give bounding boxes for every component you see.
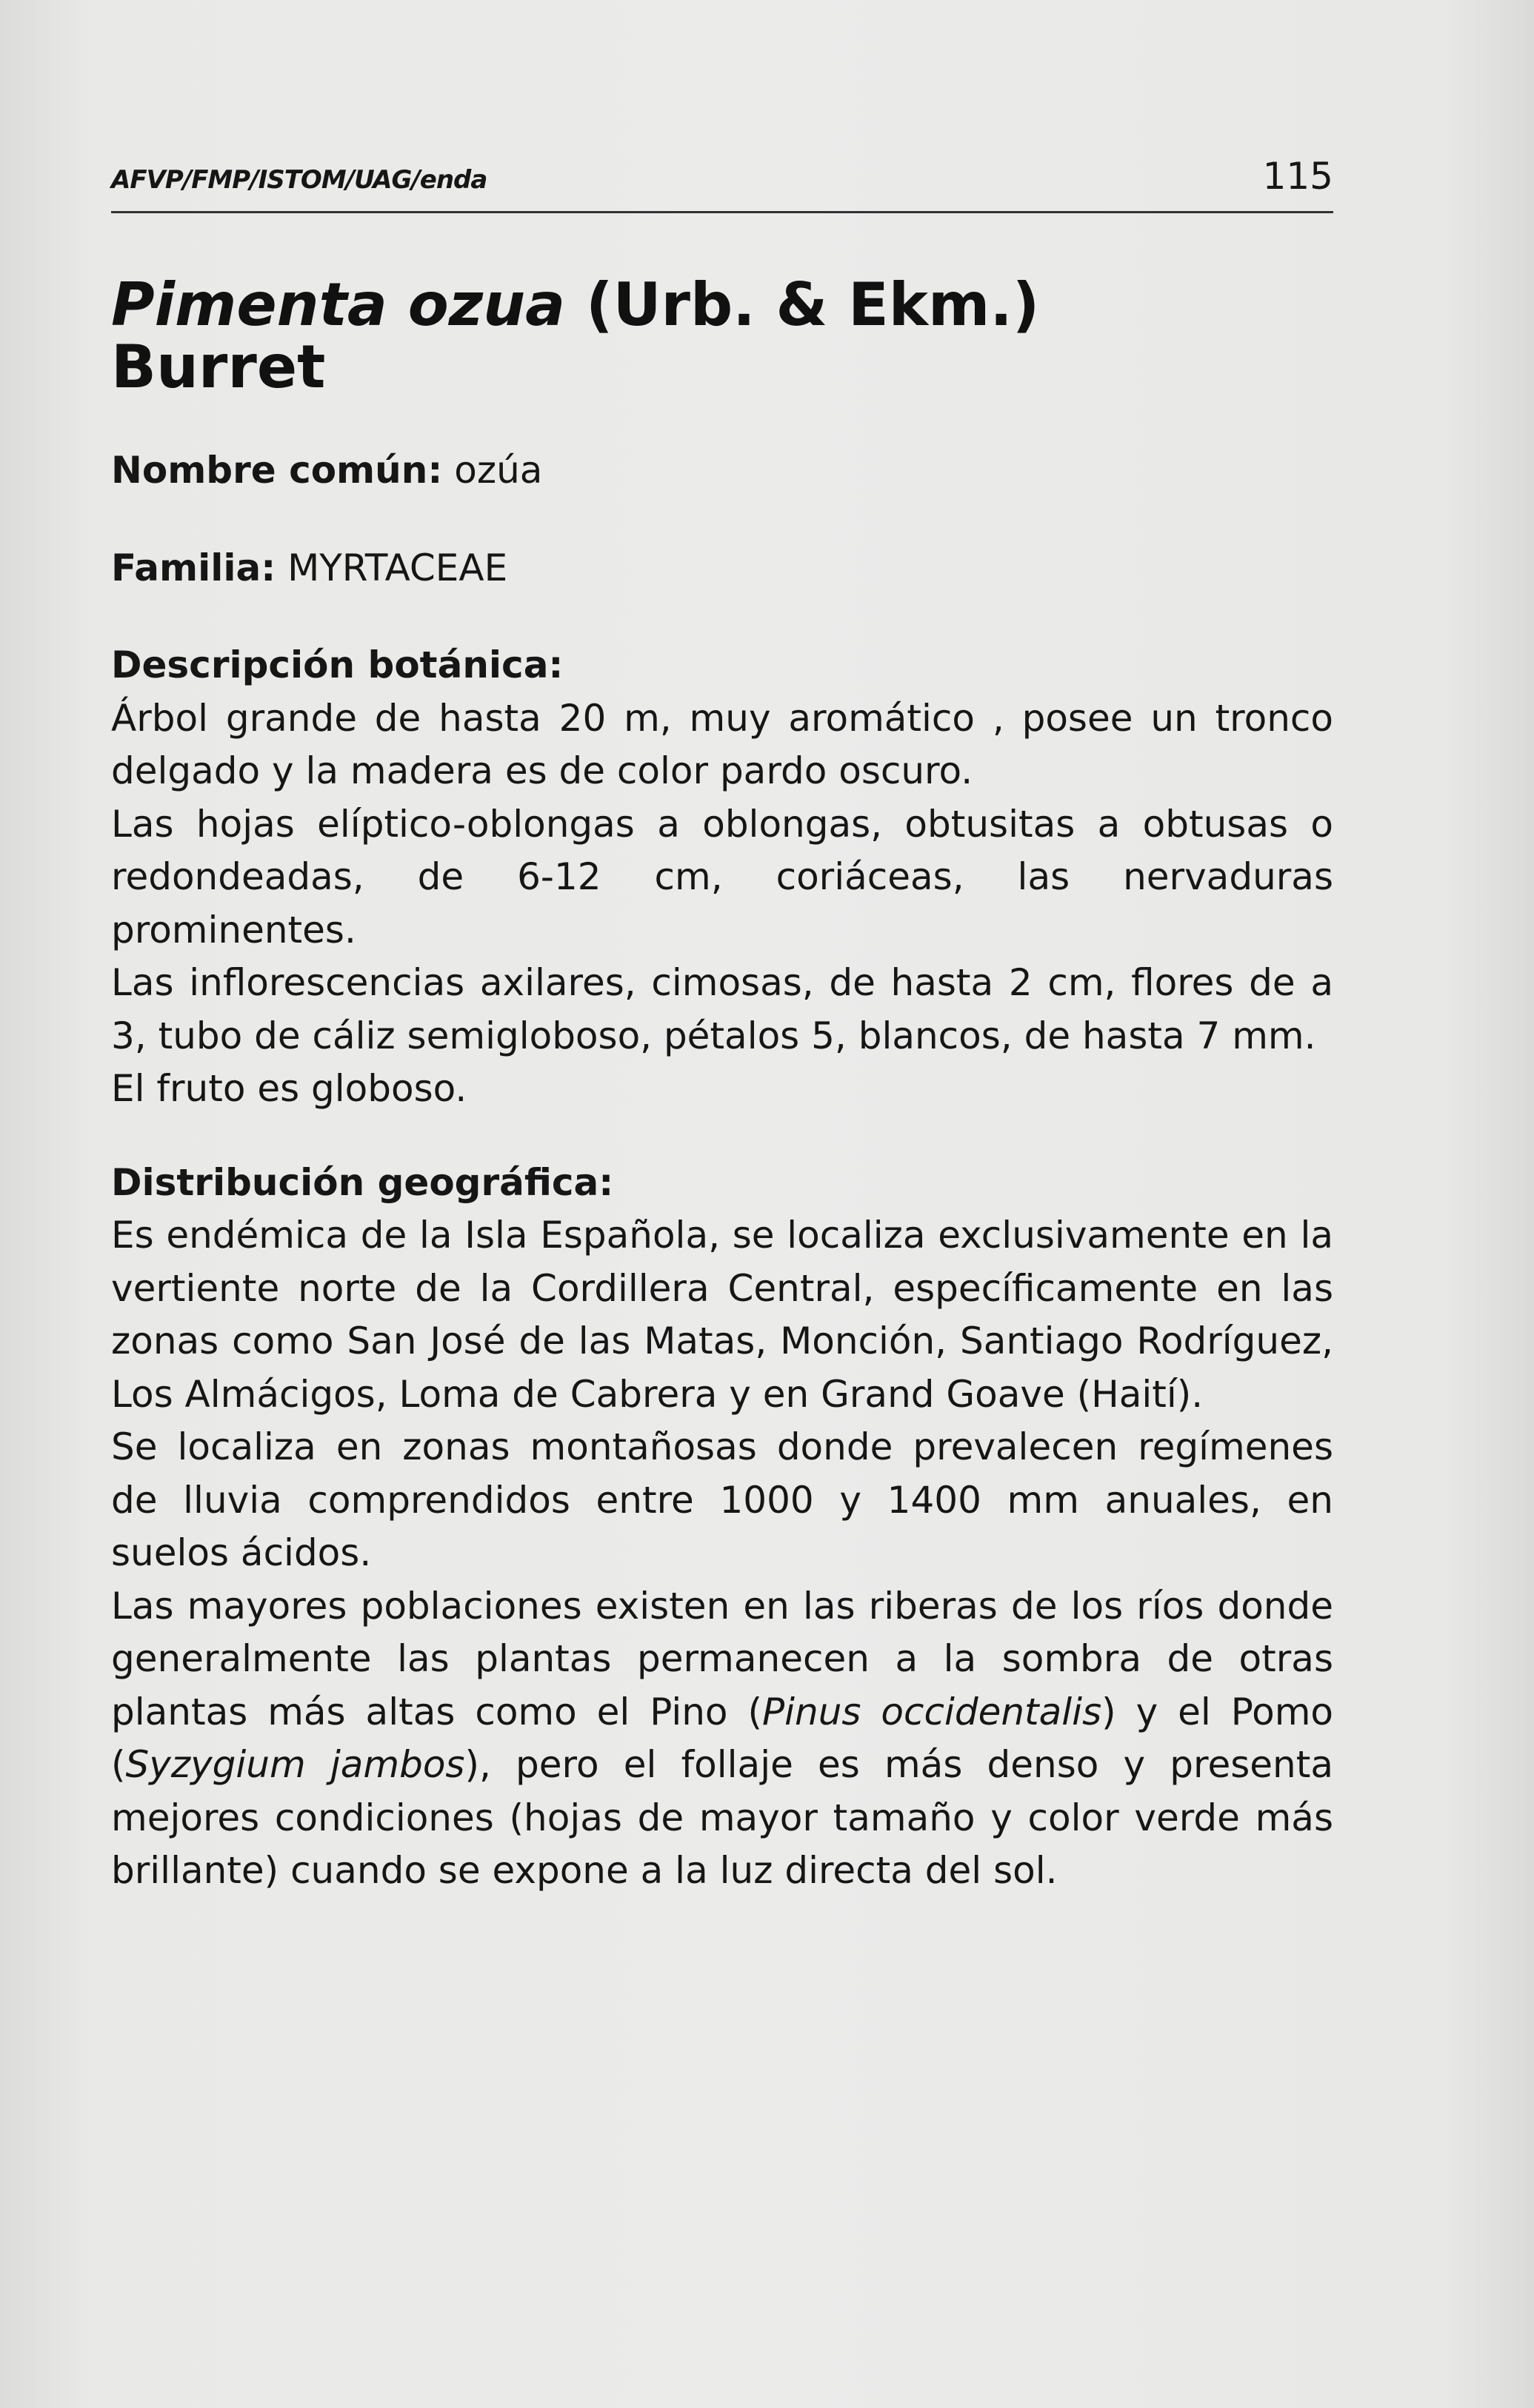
page-header xyxy=(111,152,1333,213)
descripcion-paragraph-4: El fruto es globoso. xyxy=(111,1067,467,1110)
authority-line-2: Burret xyxy=(111,332,326,401)
familia-line xyxy=(111,542,1333,595)
distribucion-paragraph-2: Se localiza en zonas montañosas donde prevalecen regímenes de lluvia comprendidos entre 1000 y 1400 mm anuales, en suelos ácidos. xyxy=(111,1425,1333,1574)
distribucion-p3-text-c: ), pero el follaje es más denso y presenta mejores condiciones (hojas de mayor tamaño y color verde más brillante) cuando se expone a la luz directa del sol. xyxy=(111,1743,1333,1892)
distribucion-heading: Distribución geográfica: xyxy=(111,1160,614,1204)
distribucion-paragraph-3 xyxy=(111,1580,1333,1898)
running-head: AFVP/FMP/ISTOM/UAG/enda xyxy=(111,165,487,195)
descripcion-section xyxy=(111,639,1333,1116)
distribucion-paragraph-1: Es endémica de la Isla Española, se localiza exclusivamente en la vertiente norte de la Cordillera Central, específicamente en las zonas como San José de las Matas, Monción, Santiago Rodríguez, Los Almácigos, Loma de Cabrera y en Grand Goave (Haití). xyxy=(111,1214,1333,1416)
authority-line-1: (Urb. & Ekm.) xyxy=(586,270,1040,339)
descripcion-heading: Descripción botánica: xyxy=(111,643,564,686)
scientific-name: Pimenta ozua xyxy=(111,270,566,339)
descripcion-paragraph-1: Árbol grande de hasta 20 m, muy aromático , posee un tronco delgado y la madera es de color pardo oscuro. xyxy=(111,696,1333,792)
pinus-name: Pinus occidentalis xyxy=(761,1690,1102,1733)
distribucion-section xyxy=(111,1157,1333,1898)
page-content xyxy=(111,444,1333,1939)
page-number: 115 xyxy=(1262,155,1333,198)
nombre-comun-label: Nombre común: xyxy=(111,449,443,492)
nombre-comun-line xyxy=(111,444,1333,498)
syzygium-name: Syzygium jambos xyxy=(125,1743,465,1786)
species-title xyxy=(111,270,1333,401)
distribucion-p3-text-b: ) y el Pomo ( xyxy=(111,1690,1333,1786)
distribucion-p3-text-a: Las mayores poblaciones existen en las riberas de los ríos donde generalmente las plantas permanecen a la sombra de otras plantas más altas como el Pino ( xyxy=(111,1584,1333,1733)
descripcion-paragraph-2: Las hojas elíptico-oblongas a oblongas, obtusitas a obtusas o redondeadas, de 6-12 cm, coriáceas, las nervaduras prominentes. xyxy=(111,802,1333,952)
familia-label: Familia: xyxy=(111,546,276,589)
nombre-comun-value: ozúa xyxy=(454,449,543,492)
familia-value: MYRTACEAE xyxy=(287,546,508,589)
descripcion-paragraph-3: Las inflorescencias axilares, cimosas, de hasta 2 cm, flores de a 3, tubo de cáliz semigloboso, pétalos 5, blancos, de hasta 7 mm. xyxy=(111,961,1333,1057)
